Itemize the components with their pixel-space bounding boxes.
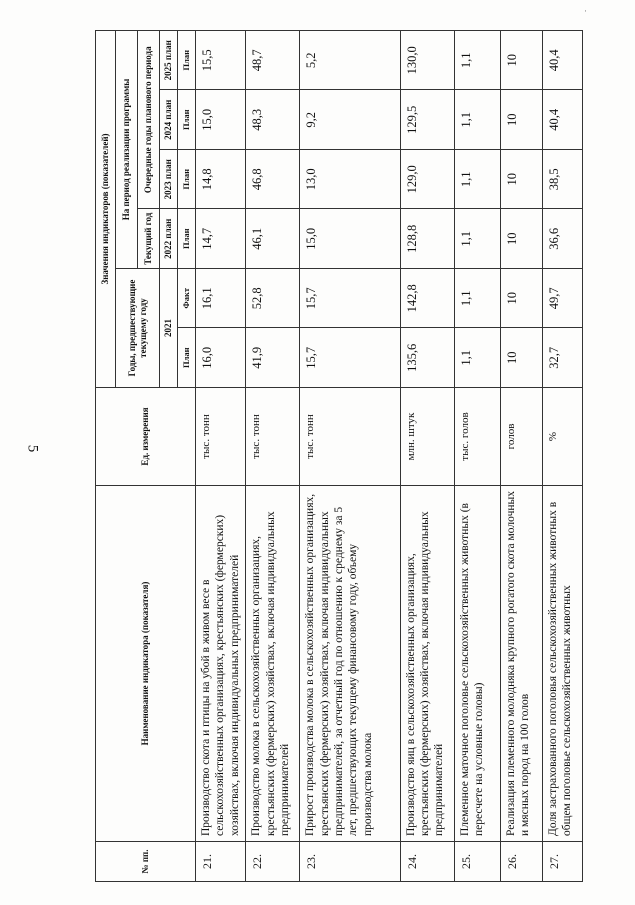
indicator-name: Реализация племенного молодняка крупного рогатого скота молочных и мясных пород на 100 голов <box>500 486 542 842</box>
unit-cell: тыс. тонн <box>196 388 246 486</box>
row-number: 22. <box>246 842 300 882</box>
indicator-name: Производство молока в сельскохозяйственных организациях, крестьянских (фермерских) хозяйствах, включая индивидуальных предпринимателей <box>246 486 300 842</box>
header-plan-2022: План <box>178 209 196 269</box>
value-plan-2021: 135,6 <box>400 328 454 388</box>
table-row <box>542 31 582 882</box>
value-plan-2021: 15,7 <box>300 328 400 388</box>
value-plan-2023: 14,8 <box>196 150 246 210</box>
header-plan-2025: План <box>178 31 196 91</box>
value-plan-2023: 129,0 <box>400 150 454 210</box>
table-row <box>246 31 300 882</box>
header-current-year: Текущий год <box>138 209 160 269</box>
value-plan-2024: 10 <box>500 90 542 150</box>
value-plan-2021: 32,7 <box>542 328 582 388</box>
unit-cell: тыс. тонн <box>300 388 400 486</box>
value-plan-2024: 129,5 <box>400 90 454 150</box>
header-plan-2023: План <box>178 150 196 210</box>
value-plan-2024: 48,3 <box>246 90 300 150</box>
value-plan-2023: 38,5 <box>542 150 582 210</box>
value-plan-2024: 15,0 <box>196 90 246 150</box>
table-row <box>300 31 400 882</box>
value-fact-2021: 16,1 <box>196 269 246 329</box>
value-plan-2024: 40,4 <box>542 90 582 150</box>
header-plan-2021: План <box>178 328 196 388</box>
header-planning-years: Очередные годы планового периода <box>138 31 160 210</box>
row-number: 21. <box>196 842 246 882</box>
indicator-name: Производство скота и птицы на убой в живом весе в сельскохозяйственных организациях, крестьянских (фермерских) хозяйствах, включая индивидуальных предпринимателей <box>196 486 246 842</box>
value-plan-2021: 10 <box>500 328 542 388</box>
value-fact-2021: 15,7 <box>300 269 400 329</box>
header-program-period: На период реализации программы <box>116 31 138 269</box>
unit-cell: тыс. тонн <box>246 388 300 486</box>
value-plan-2021: 1,1 <box>454 328 500 388</box>
row-number: 23. <box>300 842 400 882</box>
value-fact-2021: 49,7 <box>542 269 582 329</box>
header-year-2023: 2023 план <box>160 150 178 210</box>
header-year-2024: 2024 план <box>160 90 178 150</box>
value-plan-2023: 10 <box>500 150 542 210</box>
row-number: 27. <box>542 842 582 882</box>
value-plan-2025: 1,1 <box>454 31 500 91</box>
table-row <box>500 31 542 882</box>
value-plan-2021: 41,9 <box>246 328 300 388</box>
rotated-table-container <box>95 30 583 882</box>
value-plan-2021: 16,0 <box>196 328 246 388</box>
row-number: 26. <box>500 842 542 882</box>
table-row <box>400 31 454 882</box>
header-year-2022: 2022 план <box>160 209 178 269</box>
page-number: 5 <box>24 444 41 453</box>
value-fact-2021: 10 <box>500 269 542 329</box>
unit-cell: % <box>542 388 582 486</box>
value-plan-2024: 1,1 <box>454 90 500 150</box>
indicators-table <box>95 30 583 882</box>
value-plan-2022: 1,1 <box>454 209 500 269</box>
header-year-2025: 2025 план <box>160 31 178 91</box>
unit-cell: млн. штук <box>400 388 454 486</box>
unit-cell: голов <box>500 388 542 486</box>
table-body <box>196 31 583 882</box>
header-no: № пп. <box>96 842 196 882</box>
table-row <box>196 31 246 882</box>
unit-cell: тыс. голов <box>454 388 500 486</box>
value-plan-2023: 1,1 <box>454 150 500 210</box>
header-fact-2021: Факт <box>178 269 196 329</box>
indicator-name: Доля застрахованного поголовья сельскохозяйственных животных в общем поголовье сельскохозяйственных животных <box>542 486 582 842</box>
header-values: Значения индикаторов (показателей) <box>96 31 116 388</box>
header-prev-years: Годы, предшествующие текущему году <box>116 269 160 388</box>
value-fact-2021: 52,8 <box>246 269 300 329</box>
value-fact-2021: 142,8 <box>400 269 454 329</box>
value-plan-2024: 9,2 <box>300 90 400 150</box>
indicator-name: Племенное маточное поголовье сельскохозяйственных животных (в пересчете на условные головы) <box>454 486 500 842</box>
indicator-name: Прирост производства молока в сельскохозяйственных организациях, крестьянских (фермерских) хозяйствах, включая индивидуальных предпринимателей, за отчетный год по отношению к среднему за 5 лет, предшествующих текущему финансовому году, объему производства молока <box>300 486 400 842</box>
header-plan-2024: План <box>178 90 196 150</box>
value-plan-2025: 15,5 <box>196 31 246 91</box>
scan-mark: · <box>584 6 587 16</box>
value-plan-2022: 128,8 <box>400 209 454 269</box>
value-plan-2025: 40,4 <box>542 31 582 91</box>
value-plan-2025: 48,7 <box>246 31 300 91</box>
table-row <box>454 31 500 882</box>
value-plan-2022: 36,6 <box>542 209 582 269</box>
row-number: 25. <box>454 842 500 882</box>
header-unit: Ед. измерения <box>96 388 196 486</box>
value-plan-2025: 10 <box>500 31 542 91</box>
row-number: 24. <box>400 842 454 882</box>
value-plan-2022: 14,7 <box>196 209 246 269</box>
indicator-name: Производство яиц в сельскохозяйственных организациях, крестьянских (фермерских) хозяйствах, включая индивидуальных предпринимателей <box>400 486 454 842</box>
value-plan-2023: 13,0 <box>300 150 400 210</box>
value-plan-2022: 10 <box>500 209 542 269</box>
header-name: Наименование индикатора (показателя) <box>96 486 196 842</box>
header-year-2021: 2021 <box>160 269 178 388</box>
value-plan-2025: 130,0 <box>400 31 454 91</box>
value-fact-2021: 1,1 <box>454 269 500 329</box>
value-plan-2022: 15,0 <box>300 209 400 269</box>
value-plan-2023: 46,8 <box>246 150 300 210</box>
value-plan-2022: 46,1 <box>246 209 300 269</box>
value-plan-2025: 5,2 <box>300 31 400 91</box>
